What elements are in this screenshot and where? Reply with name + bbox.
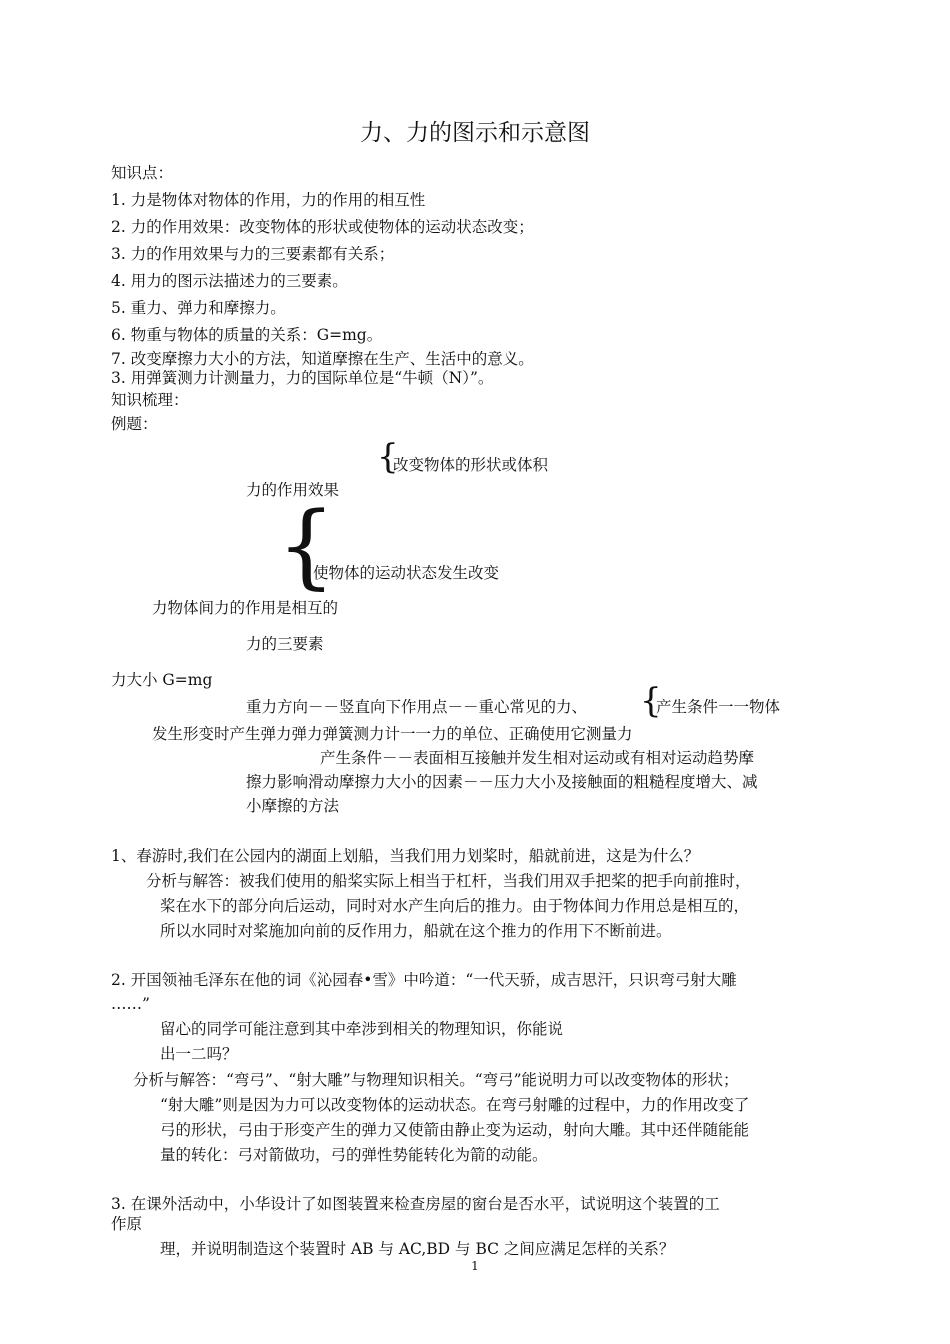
knowledge-point: 6. 物重与物体的质量的关系：G=mg。 (111, 326, 383, 344)
outline-magnitude: 力大小 G=mg (111, 671, 213, 689)
knowledge-point: 4. 用力的图示法描述力的三要素。 (111, 272, 348, 290)
q1-question: 1、春游时,我们在公园内的湖面上划船，当我们用力划桨时，船就前进，这是为什么？ (111, 847, 700, 865)
q1-answer: 分析与解答：被我们使用的船桨实际上相当于杠杆，当我们用双手把桨的把手向前推时， (146, 872, 751, 890)
outline-change-shape: 改变物体的形状或体积 (393, 456, 549, 474)
outline-three-elements: 力的三要素 (246, 635, 324, 653)
outline-label: 知识梳理： (111, 391, 189, 409)
outline-effect: 力的作用效果 (246, 481, 340, 499)
brace-icon: { (377, 437, 399, 477)
q2-answer: 弓的形状，弓由于形变产生的弹力又使箭由静止变为运动，射向大雕。其中还伴随能能 (160, 1121, 750, 1139)
outline-mutual: 力物体间力的作用是相互的 (152, 599, 339, 617)
outline-elastic-condition: 产生条件一一物体 (656, 698, 781, 716)
brace-icon: { (640, 681, 662, 721)
knowledge-point: 3. 用弹簧测力计测量力，力的国际单位是“牛顿（N）”。 (111, 369, 494, 387)
outline-friction-3: 小摩擦的方法 (246, 797, 340, 815)
q2-question: ……” (111, 995, 150, 1013)
knowledge-point: 2. 力的作用效果：改变物体的形状或使物体的运动状态改变； (111, 218, 534, 236)
example-label: 例题： (111, 415, 158, 433)
knowledge-points-label: 知识点： (111, 164, 174, 182)
large-brace-icon: { (277, 492, 336, 599)
q2-answer: 分析与解答：“弯弓”、“射大雕”与物理知识相关。“弯弓”能说明力可以改变物体的形状； (133, 1071, 739, 1089)
q3-question: 理，并说明制造这个装置时 AB 与 AC,BD 与 BC 之间应满足怎样的关系？ (160, 1240, 675, 1258)
q2-question: 留心的同学可能注意到其中牵涉到相关的物理知识，你能说 (160, 1020, 564, 1038)
q2-answer: 量的转化：弓对箭做功，弓的弹性势能转化为箭的动能。 (160, 1146, 548, 1164)
q3-question: 作原 (111, 1215, 143, 1233)
page-title: 力、力的图示和示意图 (360, 120, 590, 146)
q3-question: 3. 在课外活动中，小华设计了如图装置来检查房屋的窗台是否水平，试说明这个装置的工 (111, 1195, 720, 1213)
knowledge-point: 7. 改变摩擦力大小的方法，知道摩擦在生产、生活中的意义。 (111, 350, 534, 368)
knowledge-point: 1. 力是物体对物体的作用，力的作用的相互性 (111, 191, 426, 209)
outline-change-motion: 使物体的运动状态发生改变 (313, 564, 500, 582)
outline-elastic: 发生形变时产生弹力弹力弹簧测力计一一力的单位、正确使用它测量力 (152, 725, 633, 743)
q2-question: 2. 开国领袖毛泽东在他的词《沁园春•雪》中吟道：“一代天骄，成吉思汗，只识弯弓射大雕 (111, 971, 737, 989)
q1-answer: 所以水同时对桨施加向前的反作用力，船就在这个推力的作用下不断前进。 (160, 922, 672, 940)
knowledge-point: 5. 重力、弹力和摩擦力。 (111, 299, 286, 317)
q2-question: 出一二吗？ (160, 1045, 238, 1063)
outline-friction-1: 产生条件－－表面相互接触并发生相对运动或有相对运动趋势摩 (320, 749, 755, 767)
q1-answer: 桨在水下的部分向后运动，同时对水产生向后的推力。由于物体间力作用总是相互的， (160, 897, 750, 915)
knowledge-point: 3. 力的作用效果与力的三要素都有关系； (111, 245, 395, 263)
outline-friction-2: 擦力影响滑动摩擦力大小的因素－－压力大小及接触面的粗糙程度增大、减 (246, 773, 758, 791)
outline-gravity: 重力方向－－竖直向下作用点－－重心常见的力、 (246, 698, 588, 716)
page-number: 1 (471, 1259, 479, 1273)
q2-answer: “射大雕”则是因为力可以改变物体的运动状态。在弯弓射雕的过程中，力的作用改变了 (160, 1096, 750, 1114)
